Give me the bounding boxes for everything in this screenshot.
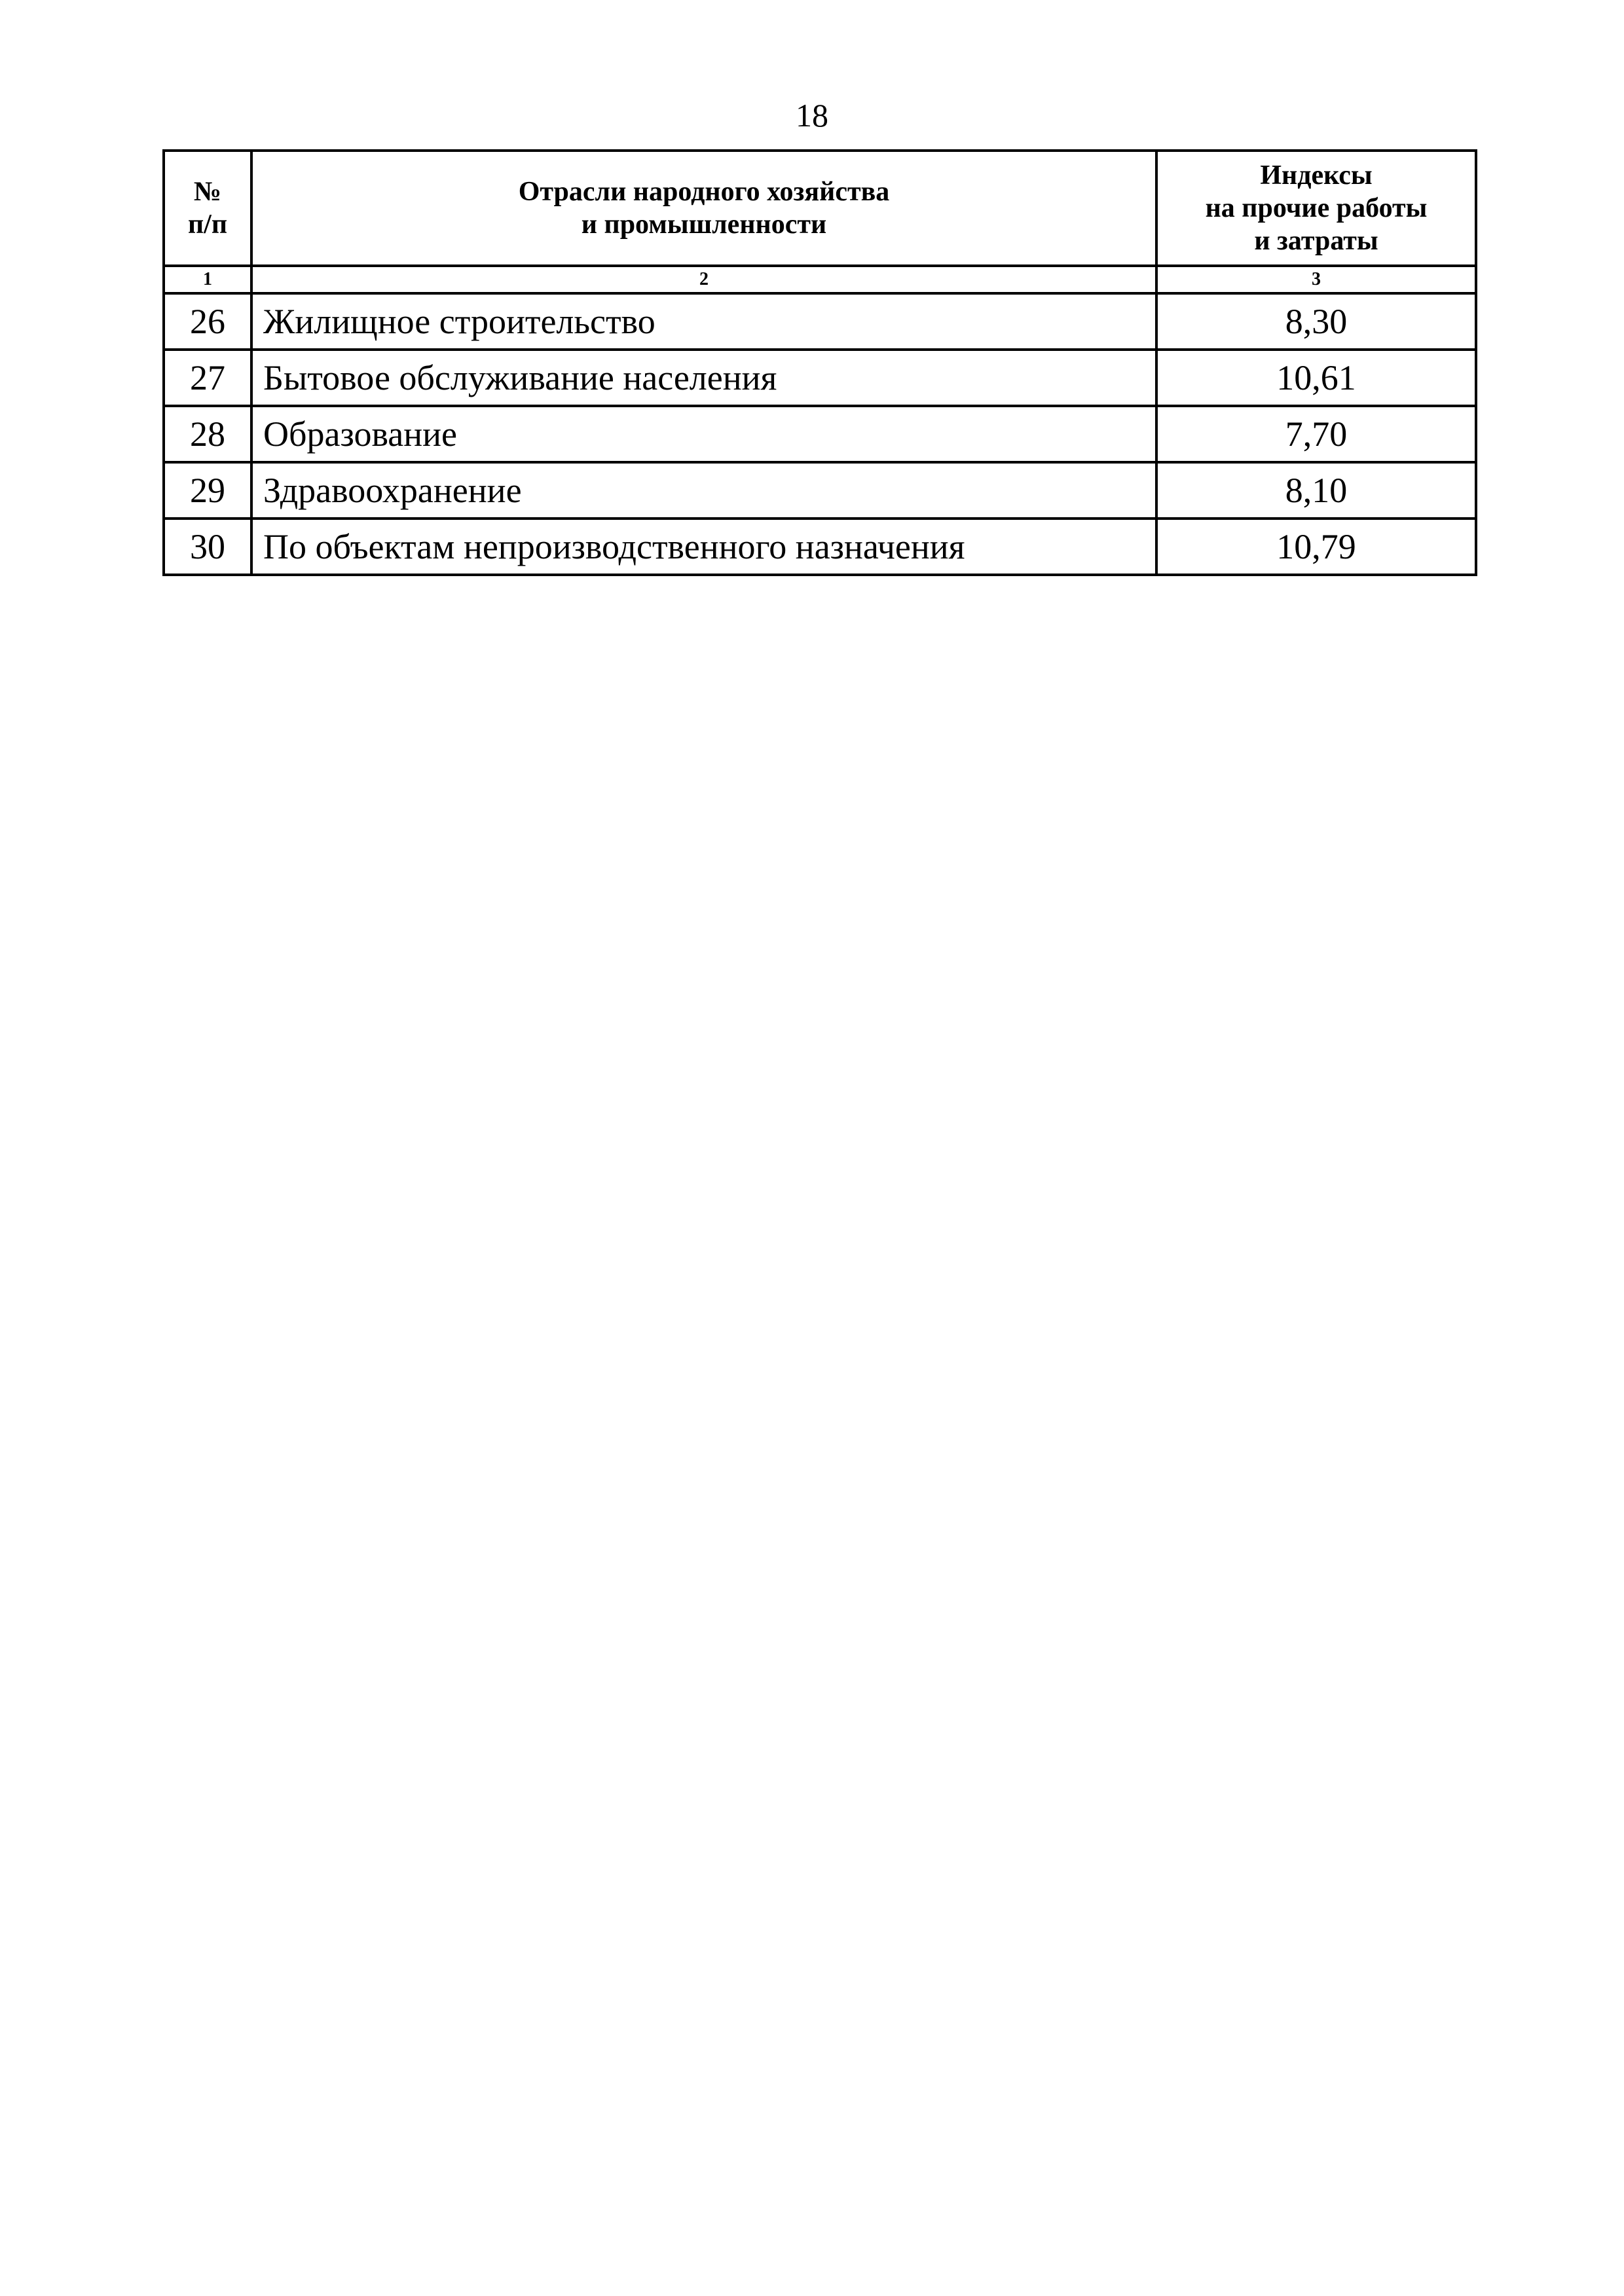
row-branch: По объектам непроизводственного назначения [251, 519, 1156, 575]
row-number: 28 [164, 406, 251, 462]
row-index: 8,10 [1156, 462, 1476, 519]
header-number-line: п/п [187, 210, 228, 240]
row-branch: Жилищное строительство [251, 293, 1156, 350]
page-number: 18 [796, 97, 828, 134]
row-index: 7,70 [1156, 406, 1476, 462]
table-row [164, 293, 1476, 350]
row-branch: Бытовое обслуживание населения [251, 350, 1156, 406]
header-index-line: и затраты [1254, 226, 1378, 256]
header-number-line: № [193, 177, 222, 207]
index-table [162, 149, 1477, 576]
row-branch: Образование [251, 406, 1156, 462]
row-index: 8,30 [1156, 293, 1476, 350]
header-branch [251, 151, 1156, 266]
header-number [164, 151, 251, 266]
header-branch-line: Отрасли народного хозяйства [518, 177, 890, 207]
row-number: 26 [164, 293, 251, 350]
table-row [164, 519, 1476, 575]
row-index: 10,61 [1156, 350, 1476, 406]
row-number: 30 [164, 519, 251, 575]
row-number: 27 [164, 350, 251, 406]
row-number: 29 [164, 462, 251, 519]
column-number: 1 [164, 266, 251, 293]
header-index-line: Индексы [1260, 160, 1373, 191]
table-header-row [164, 151, 1476, 266]
header-branch-line: и промышленности [581, 210, 827, 240]
table-row [164, 350, 1476, 406]
row-index: 10,79 [1156, 519, 1476, 575]
table-row [164, 462, 1476, 519]
column-number: 2 [251, 266, 1156, 293]
header-index-line: на прочие работы [1205, 193, 1428, 223]
header-index [1156, 151, 1476, 266]
table-row [164, 406, 1476, 462]
column-number-row [164, 266, 1476, 293]
row-branch: Здравоохранение [251, 462, 1156, 519]
column-number: 3 [1156, 266, 1476, 293]
